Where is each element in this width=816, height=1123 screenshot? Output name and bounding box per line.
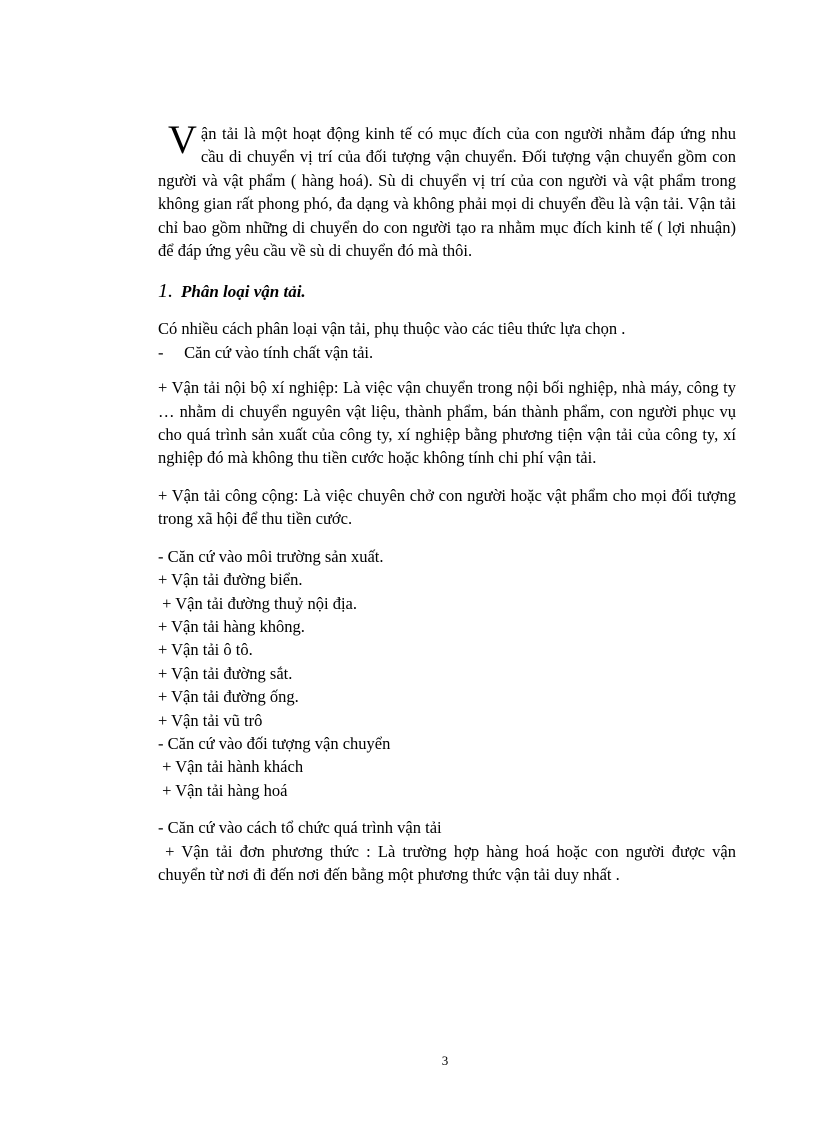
text-line: - Căn cứ vào môi trường sản xuất. xyxy=(158,546,384,566)
text-line: Có nhiều cách phân loại vận tải, phụ thuộc vào các tiêu thức lựa chọn . xyxy=(158,319,626,339)
text-line: + Vận tải đường ống. xyxy=(158,687,299,707)
text-line: + Vận tải đường sắt. xyxy=(158,663,293,683)
text-line: + Vận tải ô tô. xyxy=(158,640,253,660)
public-transport-paragraph: + Vận tải công cộng: Là việc chuyên chở con người hoặc vật phẩm cho mọi đối tượng trong xã hội để thu tiền cước. xyxy=(158,485,736,529)
intro-text: ận tải là một hoạt động kinh tế có mục đích của con người nhằm đáp ứng nhu cầu di chuyển vị trí của đối tượng vận chuyển. Đối tượng vận chuyển gồm con người và vật phẩm ( hàng hoá). Sù di chuyển vị trí của con người và vật phẩm trong không gian rất phong phó, đa dạng và không phải mọi di chuyển đều là vận tải. Vận tải chỉ bao gồm những di chuyển do con người tạo ra nhằm mục đích kinh tế ( lợi nhuận) để đáp ứng yêu cầu về sù di chuyển đó mà thôi. xyxy=(158,124,736,261)
intro-paragraph xyxy=(158,117,736,262)
text-line: - Căn cứ vào cách tổ chức quá trình vận tải xyxy=(158,818,442,838)
text-line: + Vận tải vũ trô xyxy=(158,710,263,730)
text-line: + Vận tải hàng hoá xyxy=(158,780,288,800)
section-heading xyxy=(158,278,736,305)
single-mode-paragraph: + Vận tải đơn phương thức : Là trường hợp hàng hoá hoặc con người được vận chuyển từ nơi đi đến nơi đến bằng một phương thức vận tải duy nhất . xyxy=(158,841,741,884)
page-body xyxy=(158,117,741,886)
text-line: + Vận tải hành khách xyxy=(158,757,304,777)
text-line: + Vận tải đường biển. xyxy=(158,570,303,590)
page-number: 3 xyxy=(441,1053,449,1068)
section-title: Phân loại vận tải. xyxy=(181,282,306,302)
internal-transport-paragraph: + Vận tải nội bộ xí nghiệp: Là việc vận chuyển trong nội bối nghiệp, nhà máy, công ty … nhằm di chuyển nguyên vật liệu, thành phẩm, bán thành phẩm, con người phục vụ cho quá trình sản xuất của công ty, xí nghiệp bằng phương tiện vận tải của công ty, xí nghiệp đó mà không thu tiền cước hoặc không tính chi phí vận tải. xyxy=(158,378,736,468)
text-line: - Căn cứ vào tính chất vận tải. xyxy=(158,342,374,362)
text-line: + Vận tải đường thuỷ nội địa. xyxy=(158,593,357,613)
drop-cap: V xyxy=(168,117,197,162)
section-number: 1. xyxy=(158,280,173,303)
text-line: - Căn cứ vào đối tượng vận chuyển xyxy=(158,733,391,753)
text-line: + Vận tải hàng không. xyxy=(158,616,305,636)
